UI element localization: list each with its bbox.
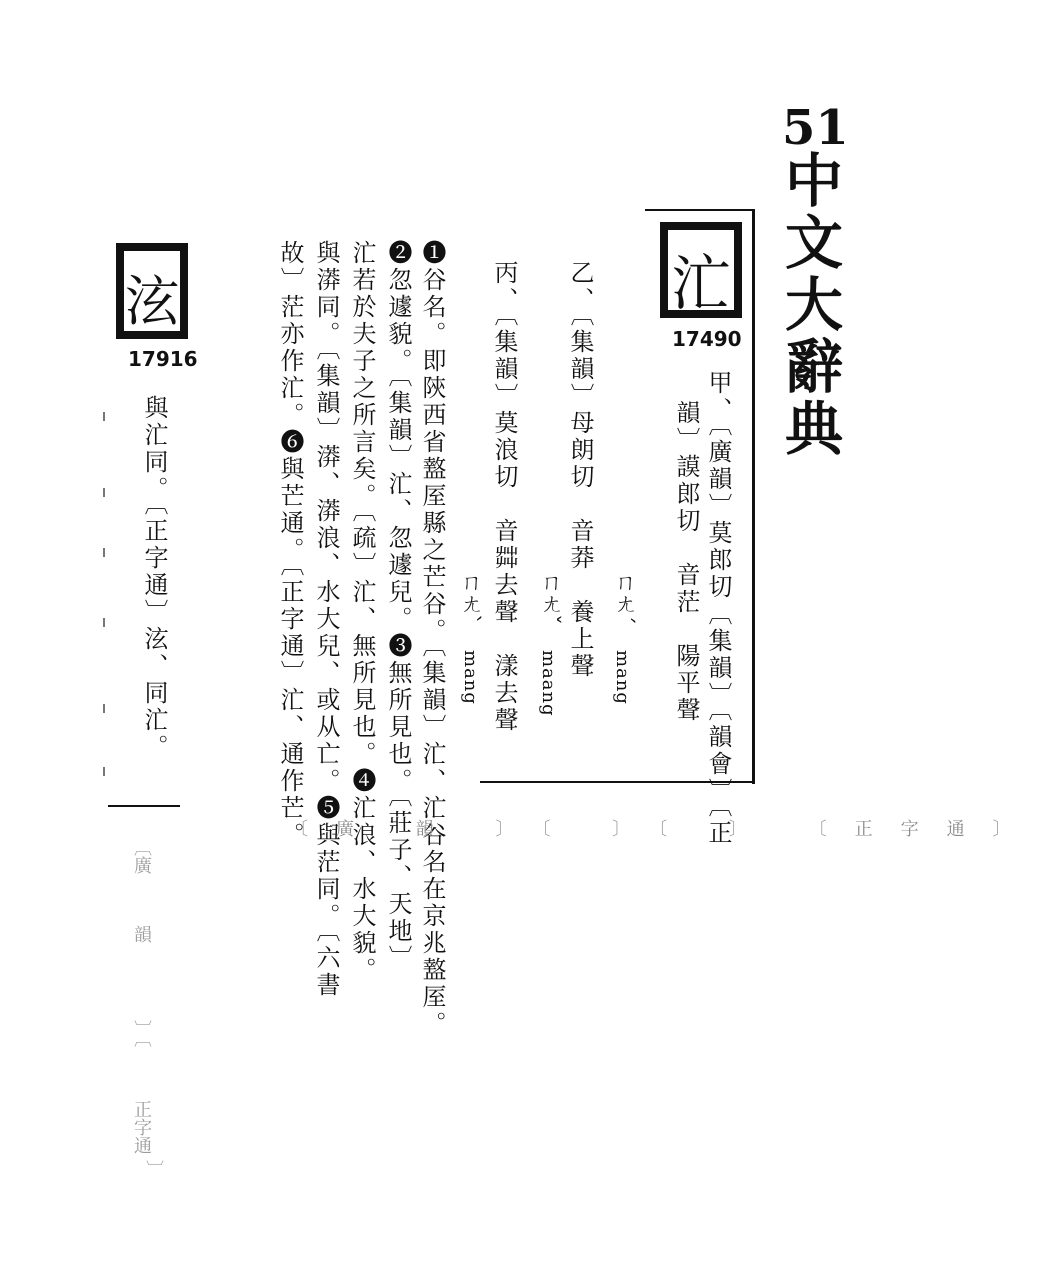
faint-text: 韻 bbox=[131, 925, 152, 943]
entry-border-top bbox=[645, 209, 755, 211]
definition-line: 與漭同。〔集韻〕漭、漭浪、水大兒、或从亡。❺與茫同。〔六書 bbox=[312, 240, 340, 999]
headword: 泫 bbox=[125, 270, 179, 333]
reading-line: 丙、〔集韻〕莫浪切 音茻去聲 漾去聲 bbox=[490, 260, 518, 734]
faint-text: 〔廣 bbox=[131, 838, 152, 874]
scan-speck bbox=[103, 618, 105, 627]
bopomofo: ㄇㄤˋ bbox=[457, 570, 482, 625]
running-title: 中文大辭典 bbox=[775, 150, 843, 460]
scan-speck bbox=[103, 488, 105, 497]
reading-line: 甲、〔廣韻〕莫郎切〔集韻〕〔韻會〕〔正 bbox=[704, 370, 732, 847]
faint-text-row: 〔廣 韻 〕〔 〕〔 〕 〔正字通〕 bbox=[290, 819, 1039, 840]
faint-text: 〕〔 bbox=[131, 1020, 152, 1047]
reading-line: 乙、〔集韻〕母朗切 音莽 養上聲 bbox=[566, 260, 594, 680]
scan-speck bbox=[103, 412, 105, 421]
definition-line: ❶谷名。即陝西省盩厔縣之芒谷。〔集韻〕汒、汒谷名在京兆盩厔。 bbox=[418, 240, 446, 1038]
bopomofo: ㄇㄤˊ bbox=[611, 570, 636, 625]
faint-text: 正字通 bbox=[131, 1100, 152, 1154]
definition-line: 汒若於夫子之所言矣。〔疏〕汒、無所見也。❹汒浪、水大貌。 bbox=[348, 240, 376, 984]
scan-speck bbox=[103, 767, 105, 776]
definition-line: ❷忽遽貌。〔集韻〕汒、忽遽兒。❸無所見也。〔莊子、天地〕 bbox=[384, 240, 412, 972]
entry-border-right bbox=[752, 209, 755, 784]
entry-index: 17916 bbox=[128, 347, 198, 371]
definition-line: 與汒同。〔正字通〕泫、同汒。 bbox=[140, 395, 168, 761]
headword-box bbox=[660, 222, 742, 318]
definition-line: 故〕茫亦作汒。❻與芒通。〔正字通〕汒、通作芒。 bbox=[276, 240, 304, 849]
entry-index: 17490 bbox=[672, 327, 742, 351]
bopomofo: ㄇㄤˇ bbox=[537, 570, 562, 625]
entry2-border-bottom bbox=[108, 805, 180, 807]
reading-line-cont: 韻〕謨郎切 音茫 陽平聲 bbox=[672, 400, 700, 724]
page-number: 51 bbox=[782, 100, 849, 156]
scan-speck bbox=[103, 704, 105, 713]
headword: 汒 bbox=[671, 249, 731, 319]
romanization: mang bbox=[612, 650, 633, 705]
headword-box bbox=[116, 243, 188, 339]
faint-text: 〕 bbox=[143, 1160, 164, 1178]
romanization: maang bbox=[538, 650, 559, 717]
scan-speck bbox=[103, 548, 105, 557]
romanization: mang bbox=[460, 650, 481, 705]
